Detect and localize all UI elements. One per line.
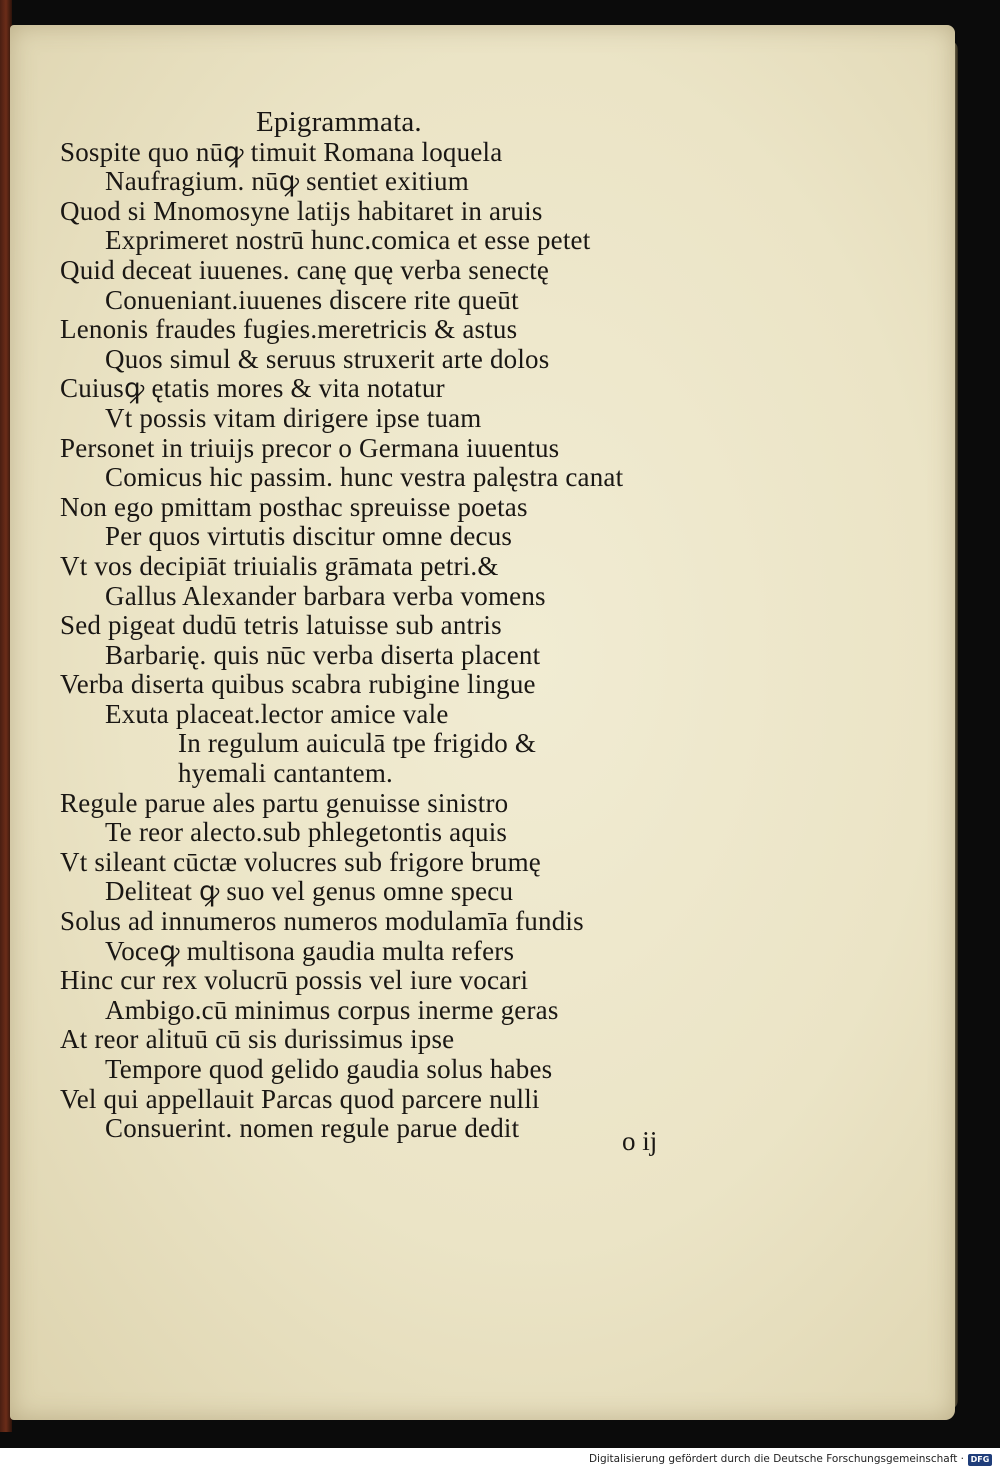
verse-line: Naufragium. nūꝙ sentiet exitium (105, 166, 469, 197)
verse-line: Sed pigeat dudū tetris latuisse sub antris (60, 610, 502, 641)
verse-line: Te reor alecto.sub phlegetontis aquis (105, 817, 508, 848)
verse-line: Non ego pmittam posthac spreuisse poetas (60, 491, 528, 522)
verse-lines (60, 138, 740, 1144)
verse-line: Personet in triuijs precor o Germana iuuentus (60, 432, 560, 463)
verse-line: Hinc cur rex volucrū possis vel iure vocari (60, 965, 529, 996)
verse-line: Solus ad innumeros numeros modulamīa fundis (60, 906, 584, 937)
verse-line: Barbarię. quis nūc verba diserta placent (105, 639, 541, 670)
verse-line: Regule parue ales partu genuisse sinistro (60, 787, 509, 818)
verse-line: Verba diserta quibus scabra rubigine lingue (60, 669, 536, 700)
verse-line: Exprimeret nostrū hunc.comica et esse petet (105, 225, 591, 256)
verse-line: Lenonis fraudes fugies.meretricis & astus (60, 314, 518, 345)
signature-mark: o ij (622, 1126, 658, 1156)
verse-line: Tempore quod gelido gaudia solus habes (105, 1054, 553, 1084)
footer-bar (0, 1448, 1000, 1473)
verse-line: Ambigo.cū minimus corpus inerme geras (105, 994, 559, 1025)
verse-line: Vt sileant cūctæ volucres sub frigore brumę (60, 846, 541, 877)
verse-line: Gallus Alexander barbara verba vomens (105, 580, 546, 611)
verse-line: Deliteat ꝙ suo vel genus omne specu (105, 876, 514, 907)
verse-line: Sospite quo nūꝙ timuit Romana loquela (60, 136, 503, 167)
verse-line: Cuiusꝙ ętatis mores & vita notatur (60, 373, 445, 404)
verse-line: Conueniant.iuuenes discere rite queūt (105, 284, 519, 315)
verse-line: Exuta placeat.lector amice vale (105, 698, 449, 729)
verse-line: Vt possis vitam dirigere ipse tuam (105, 402, 482, 433)
verse-line: Vt vos decipiāt triuialis grāmata petri.& (60, 550, 499, 581)
verse-line: Quos simul & seruus struxerit arte dolos (105, 343, 550, 374)
verse-line: Quod si Mnomosyne latijs habitaret in aruis (60, 195, 543, 226)
verse-line: Vel qui appellauit Parcas quod parcere nulli (60, 1083, 540, 1114)
page-heading: Epigrammata. (256, 106, 422, 138)
verse-line: At reor alituū cū sis durissimus ipse (60, 1024, 455, 1055)
verse-line: Per quos virtutis discitur omne decus (105, 521, 513, 552)
verse-line: Comicus hic passim. hunc vestra palęstra canat (105, 462, 624, 493)
verse-line: Consuerint. nomen regule parue dedit (105, 1113, 520, 1144)
footer-credit: Digitalisierung gefördert durch die Deutsche Forschungsgemeinschaft · (588, 1453, 964, 1465)
page-text (60, 108, 740, 1144)
verse-line: In regulum auiculā tpe frigido & (178, 728, 537, 759)
verse-line: hyemali cantantem. (178, 758, 394, 789)
dfg-logo: DFG (968, 1454, 992, 1466)
verse-line: Quid deceat iuuenes. canę quę verba senectę (60, 254, 550, 285)
verse-line: Voceꝙ multisona gaudia multa refers (105, 935, 515, 966)
